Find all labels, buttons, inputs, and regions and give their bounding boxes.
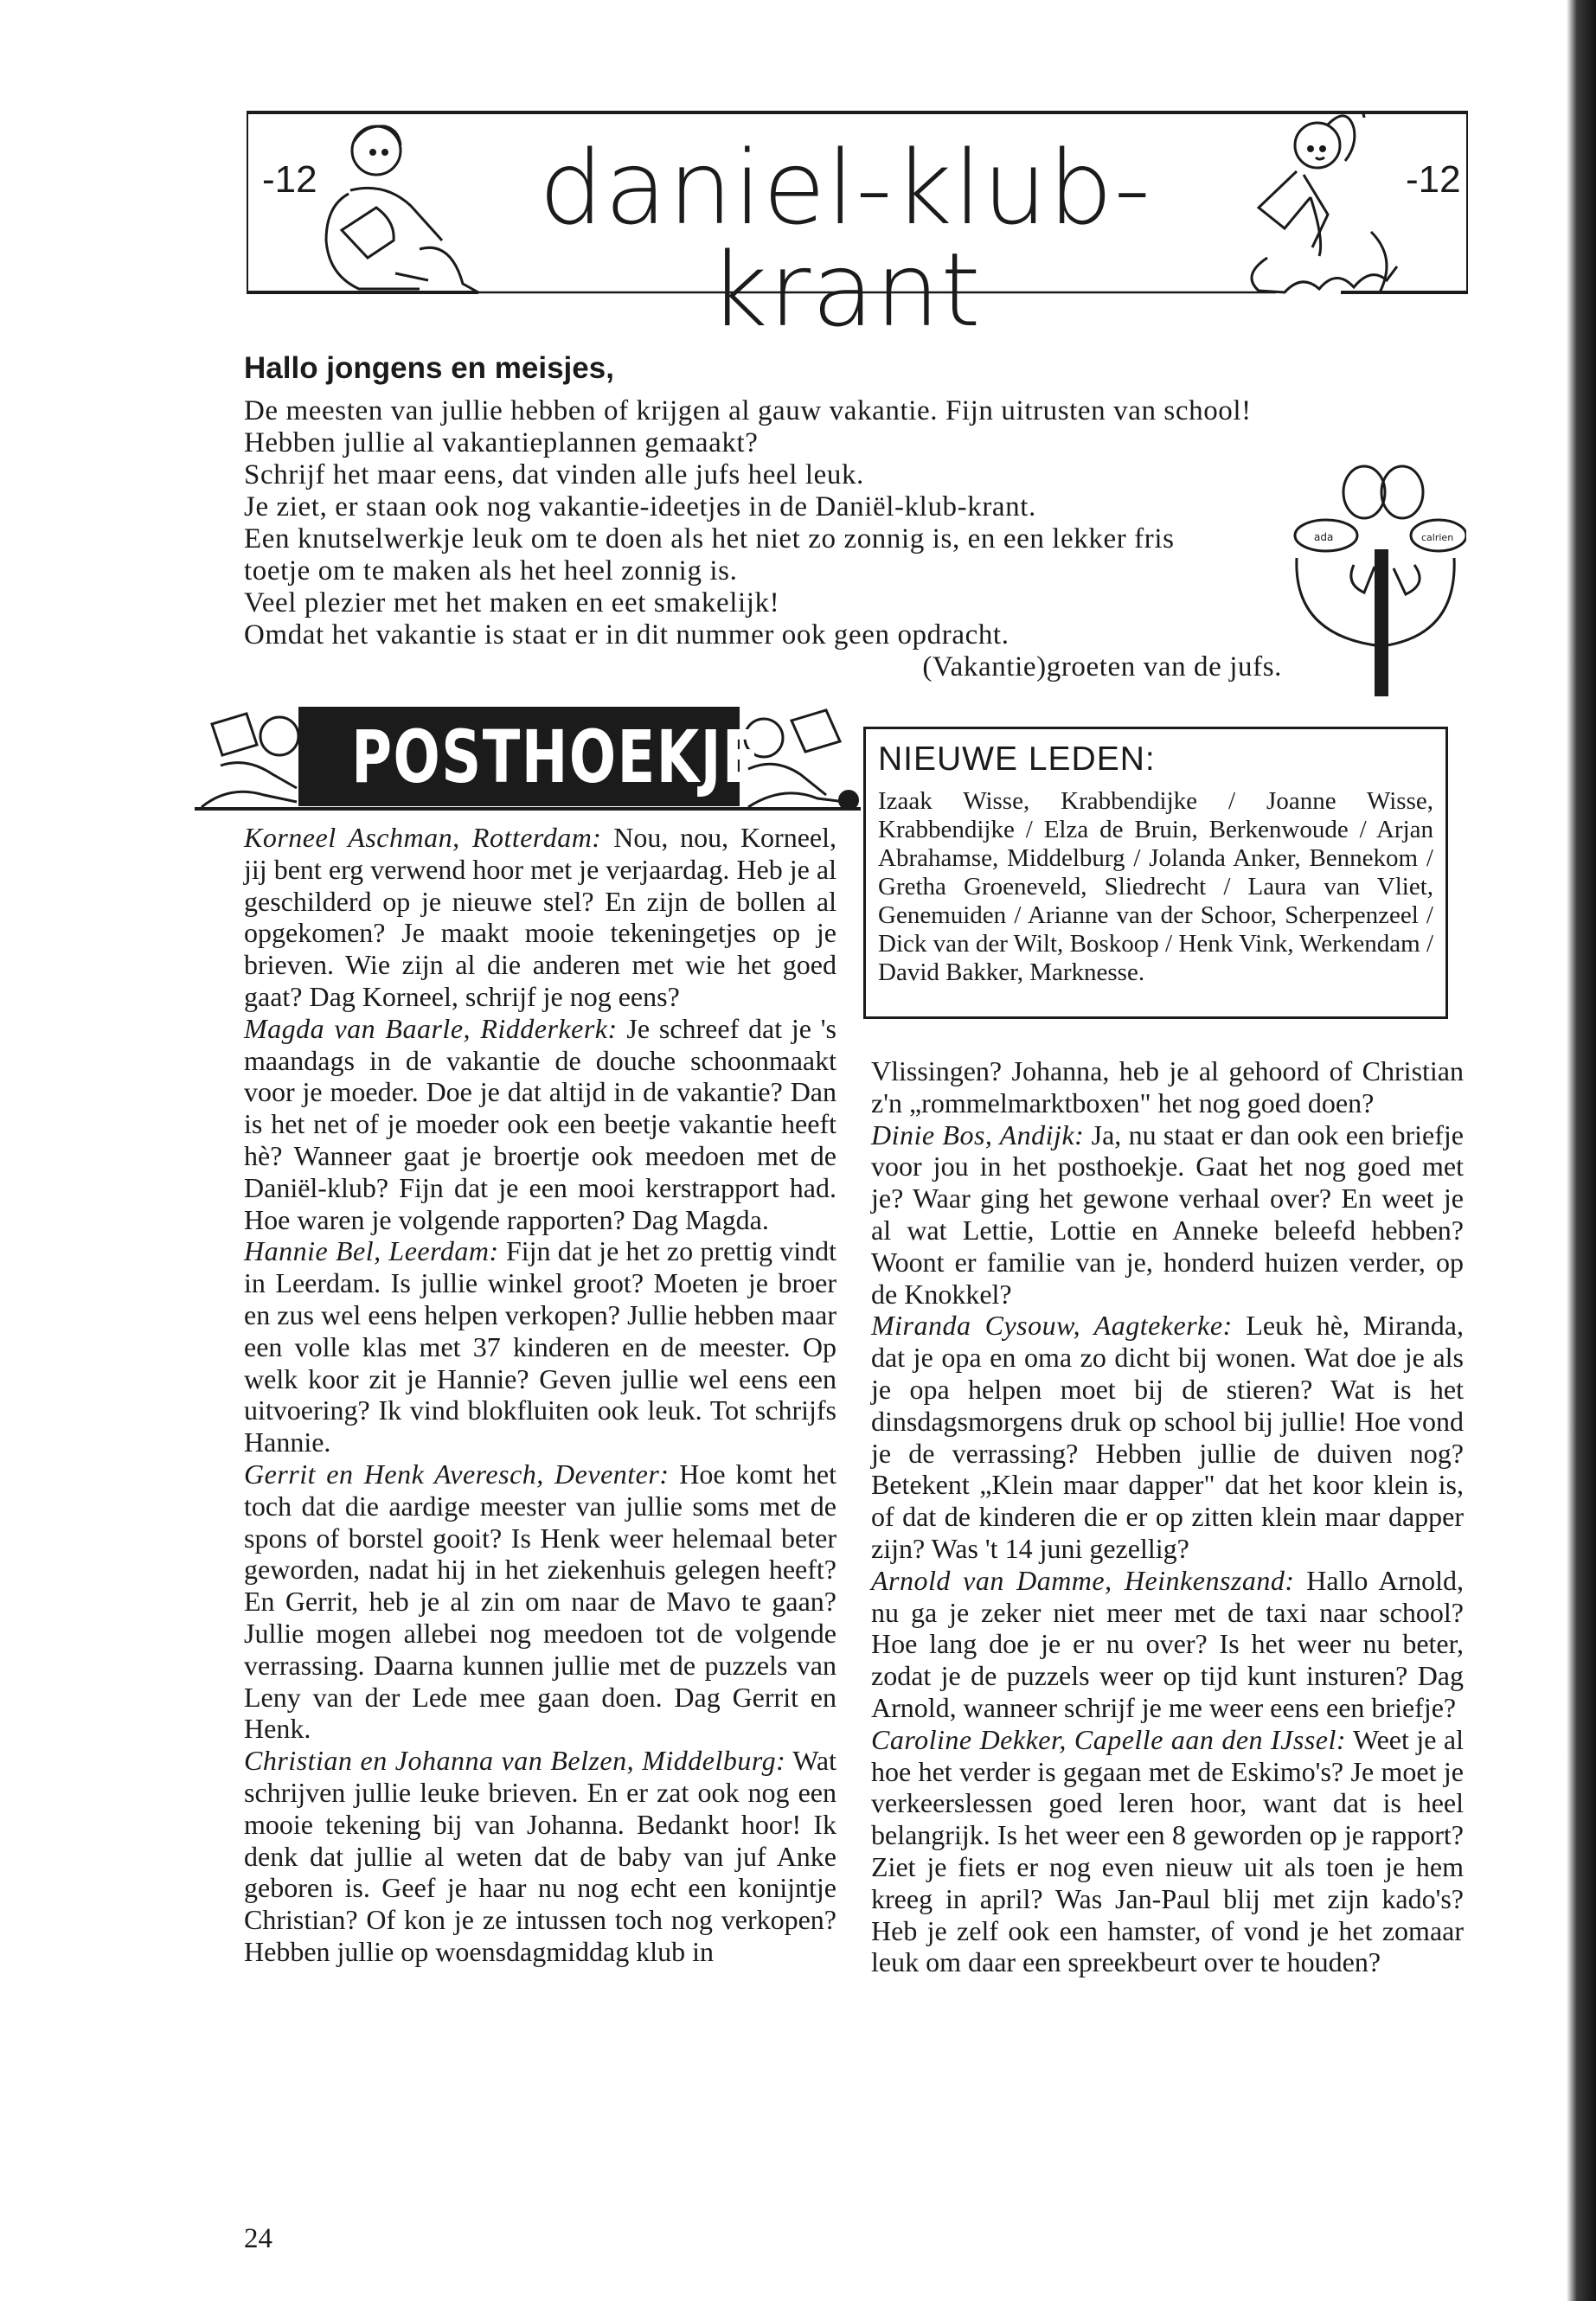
masthead xyxy=(247,111,1468,349)
scan-edge xyxy=(1567,0,1596,2301)
letter-entry xyxy=(871,1724,1464,1978)
flower-label-ada: ada xyxy=(1314,531,1334,543)
page-number: 24 xyxy=(244,2223,272,2254)
letter-text: Leuk hè, Miranda, dat je opa en oma zo dicht bij wonen. Wat doe je als je opa helpen moet bij de stieren? Wat is het dinsdagsmorgens druk op school bij jullie! Hoe vond je de verrassing? Hebben jullie de duiven nog? Betekent „Klein maar dapper" dat het koor klein is, of dat de kinderen die er op zitten klein maar dapper zijn? Was 't 14 juni gezellig? xyxy=(871,1310,1465,1564)
letter-text: Je schreef dat je 's maandags in de vakantie de douche schoonmaakt voor je moeder. Doe je dat altijd in de vakantie? Dan is het net of je moeder ook een beetje vakantie heeft hè? Wanneer gaat je broertje ook meedoen met de Daniël-klub? Fijn dat je een mooi kerstrapport had. Hoe waren je volgende rapporten? Dag Magda. xyxy=(244,1012,837,1235)
boy-drawing-icon xyxy=(326,126,478,292)
letter-entry xyxy=(244,1745,836,1968)
intro-line: Schrijf het maar eens, dat vinden alle jufs heel leuk. xyxy=(244,459,864,490)
new-members-box xyxy=(863,727,1448,1019)
letter-text: Wat schrijven jullie leuke brieven. En er zat ook nog een mooie tekening bij van Johanna. Bedankt hoor! Ik denk dat jullie al weten dat de baby van juf Anke geboren is. Geef je haar nu nog echt een konijntje Christian? Of kon je ze intussen toch nog verkopen? Hebben jullie op woensdagmiddag klub in xyxy=(244,1745,837,1967)
intro-line: Omdat het vakantie is staat er in dit nummer ook geen opdracht. xyxy=(244,619,1010,651)
masthead-title-text: daniel-klub-krant xyxy=(538,128,1152,349)
flower-drawing-icon xyxy=(1285,463,1466,696)
girl-drawing-icon xyxy=(1252,111,1397,292)
intro-line: Een knutselwerkje leuk om te doen als het niet zo zonnig is, en een lekker fris xyxy=(244,523,1175,554)
intro-line: Je ziet, er staan ook nog vakantie-ideetjes in de Daniël-klub-krant. xyxy=(244,491,1036,522)
intro-line: Veel plezier met het maken en eet smakelijk! xyxy=(244,587,780,619)
intro-line: toetje om te maken als het heel zonnig is. xyxy=(244,555,738,586)
letter-entry xyxy=(871,1119,1464,1311)
letter-entry xyxy=(244,1235,836,1458)
letter-author: Korneel Aschman, Rotterdam: xyxy=(244,822,602,853)
reading-child-left-icon xyxy=(202,714,297,807)
letter-text: Hoe komt het toch dat die aardige meester van jullie soms met de spons of borstel gooit? Is Henk weer helemaal beter geworden, nadat hij in het ziekenhuis gelegen heeft? En Gerrit, heb je al zin om naar de Mavo te gaan? Jullie mogen allebei nog meedoen tot de volgende verrassing. Daarna kunnen jullie met de puzzels van Leny van der Lede mee gaan doen. Dag Gerrit en Henk. xyxy=(244,1458,837,1745)
page-label-right: -12 xyxy=(1406,158,1461,201)
letters-column-left xyxy=(244,822,836,1968)
intro-closing: (Vakantie)groeten van de jufs. xyxy=(922,651,1282,683)
letter-text: Hallo Arnold, nu ga je zeker niet meer met de taxi naar school? Hoe lang doe je er nu over? Is het weer nu beter, zodat je de puzzels weer op tijd kunt insturen? Dag Arnold, wanneer schrijf je me weer eens een briefje? xyxy=(871,1564,1465,1723)
greeting: Hallo jongens en meisjes, xyxy=(244,351,614,385)
letter-text: Nou, nou, Korneel, jij bent erg verwend hoor met je verjaardag. Heb je al geschilderd op je nieuwe stel? En zijn de bollen al opgekomen? Je maakt mooie tekeningetjes op je brieven. Wie zijn al die anderen met wie het goed gaat? Dag Korneel, schrijf je nog eens? xyxy=(244,822,837,1012)
banner-title: POSTHOEKJE xyxy=(351,715,762,799)
page-label-left: -12 xyxy=(262,158,317,201)
letter-author: Caroline Dekker, Capelle aan den IJssel: xyxy=(871,1723,1347,1755)
letter-text: Ja, nu staat er dan ook een briefje voor jou in het posthoekje. Gaat het nog goed met je? Waar ging het gewone verhaal over? En weet je al wat Lettie, Lottie en Anneke beleefd hebben? Woont er familie van je, honderd huizen verder, op de Knokkel? xyxy=(871,1118,1465,1310)
new-members-list: Izaak Wisse, Krabbendijke / Joanne Wisse, Krabbendijke / Elza de Bruin, Berkenwoude / Arjan Abrahamse, Middelburg / Jolanda Anker, Bennekom / Gretha Groeneveld, Sliedrecht / Laura van Vliet, Genemuiden / Arianne van der Schoor, Scherpenzeel / Dick van der Wilt, Boskoop / Henk Vink, Werkendam / David Bakker, Marknesse. xyxy=(878,786,1433,986)
letter-author: Christian en Johanna van Belzen, Middelburg: xyxy=(244,1745,786,1777)
new-members-title: NIEUWE LEDEN: xyxy=(878,740,1156,778)
letter-author: Hannie Bel, Leerdam: xyxy=(244,1235,499,1267)
letter-author: Gerrit en Henk Averesch, Deventer: xyxy=(244,1458,670,1490)
letter-author: Dinie Bos, Andijk: xyxy=(871,1118,1085,1150)
masthead-title xyxy=(465,128,1226,349)
letter-entry xyxy=(871,1565,1464,1724)
letter-entry xyxy=(871,1310,1464,1564)
letter-entry xyxy=(244,1013,836,1236)
intro-line: Hebben jullie al vakantieplannen gemaakt? xyxy=(244,427,759,458)
letter-entry xyxy=(871,1055,1464,1119)
letter-text: Weet je al hoe het verder is gegaan met de Eskimo's? Je moet je verkeerslessen goed leren hoor, want dat is heel belangrijk. Is het weer een 8 geworden op je rapport? Ziet je fiets er nog even nieuw uit als toen je hem kreeg in april? Was Jan-Paul blij met zijn kado's? Heb je zelf ook een hamster, of vond je het zomaar leuk om daar een spreekbeurt over te houden? xyxy=(871,1723,1465,1978)
letter-author: Magda van Baarle, Ridderkerk: xyxy=(244,1012,618,1044)
letter-entry xyxy=(244,1458,836,1745)
letter-author: Arnold van Damme, Heinkenszand: xyxy=(871,1564,1295,1596)
letter-text: Vlissingen? Johanna, heb je al gehoord of Christian z'n „rommelmarktboxen" het nog goed doen? xyxy=(871,1055,1464,1118)
letters-column-right xyxy=(871,1055,1464,1978)
letter-text: Fijn dat je het zo prettig vindt in Leerdam. Is jullie winkel groot? Moeten je broer en zus wel eens helpen verkopen? Jullie hebben maar een volle klas met 37 kinderen en de meester. Op welk koor zit je Hannie? Geven jullie wel eens een uitvoering? Ik vind blokfluiten ook leuk. Tot schrijfs Hannie. xyxy=(244,1235,837,1458)
letter-author: Miranda Cysouw, Aagtekerke: xyxy=(871,1310,1233,1342)
letter-entry xyxy=(244,822,836,1013)
posthoekje-banner xyxy=(195,705,861,813)
intro-line: De meesten van jullie hebben of krijgen al gauw vakantie. Fijn uitrusten van school! xyxy=(244,395,1252,426)
intro-section xyxy=(244,350,1282,683)
flower-label-calrien: calrien xyxy=(1421,532,1454,543)
reading-child-right-icon xyxy=(748,710,845,807)
